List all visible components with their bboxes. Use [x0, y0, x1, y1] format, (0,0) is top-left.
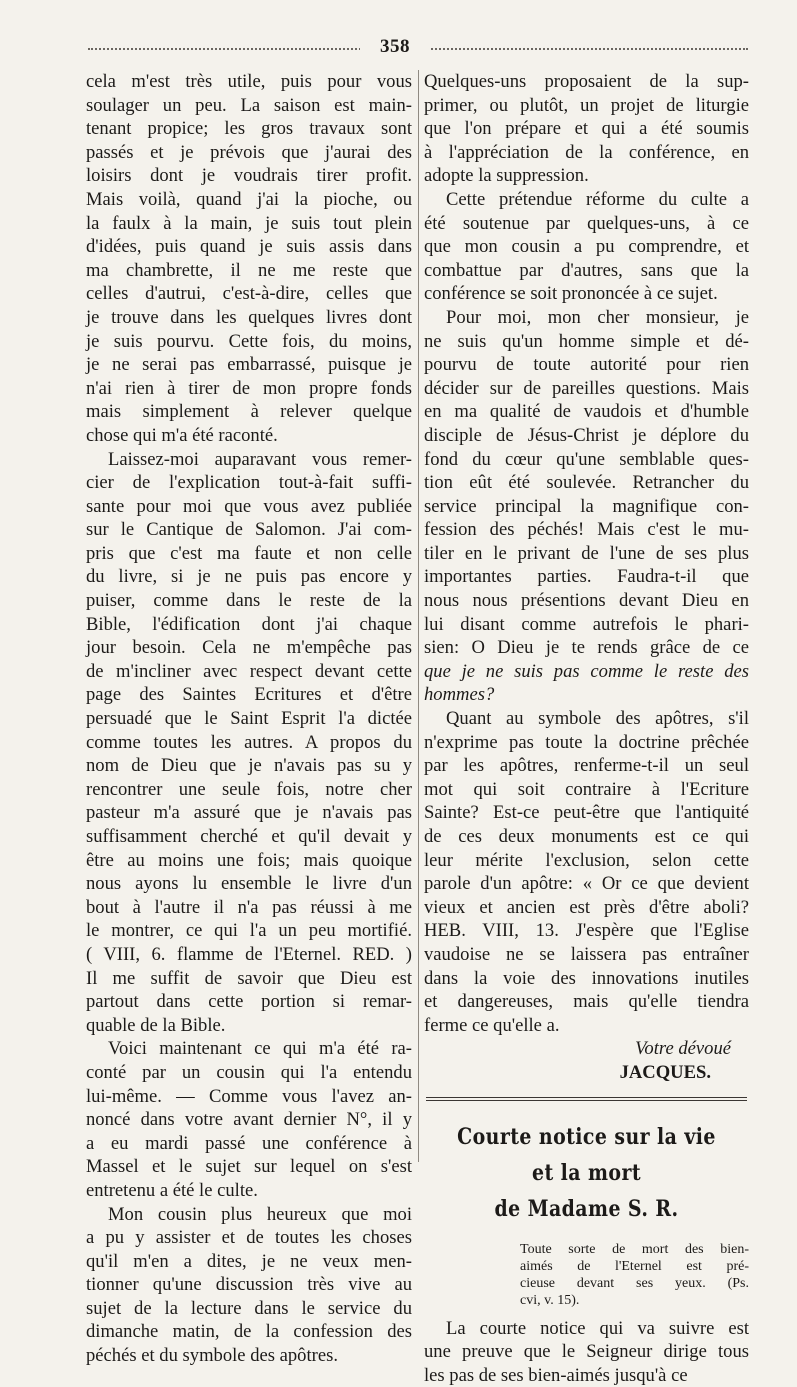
- text-line: le montrer, ce qui l'a un peu mortifié.: [86, 920, 412, 942]
- text-line: que l'on prépare et qui a été soumis: [424, 118, 749, 140]
- text-line: page des Saintes Ecritures et d'être: [86, 684, 412, 706]
- text-line: sante pour moi que vous avez publiée: [86, 495, 412, 517]
- text-line: mais simplement à relever quelque: [86, 401, 412, 423]
- text-line: leur mérite l'exclusion, selon cette: [424, 849, 749, 871]
- text-line: n'exprime pas toute la doctrine prêchée: [424, 731, 749, 753]
- text-line: nom de Dieu que je n'avais pas su y: [86, 755, 412, 777]
- section-separator: [426, 1097, 747, 1101]
- text-line: une preuve que le Seigneur dirige tous: [424, 1341, 749, 1363]
- text-line: rencontrer une seule fois, notre cher: [86, 778, 412, 800]
- text-line: quable de la Bible.: [86, 1014, 226, 1036]
- text-line: ( VIII, 6. flamme de l'Eternel. RED. ): [86, 943, 412, 965]
- left-column: [86, 70, 412, 1368]
- text-line: vieux et ancien est près d'être aboli?: [424, 896, 749, 918]
- text-line: La courte notice qui va suivre est: [446, 1317, 749, 1339]
- text-line: je trouve dans les quelques livres dont: [86, 306, 412, 328]
- right-column: [424, 70, 749, 1387]
- text-line: tiler en le privant de l'une de ses plus: [424, 542, 749, 564]
- article-title-line2: de Madame S. R.: [494, 1195, 679, 1222]
- text-line: bout à l'autre il n'a pas réussi à me: [86, 896, 412, 918]
- text-line: entretenu a été le culte.: [86, 1179, 258, 1201]
- text-line: du livre, si je ne puis pas encore y: [86, 566, 412, 588]
- text-line: jour besoin. Cela ne m'empêche pas: [86, 637, 412, 659]
- text-line: Quelques-uns proposaient de la sup-: [424, 71, 749, 92]
- text-line: partout dans cette portion si remar-: [86, 991, 412, 1013]
- text-line: fession des péchés! Mais c'est le mu-: [424, 519, 749, 541]
- text-line: été soutenue par quelques-uns, à ce: [424, 212, 749, 234]
- text-line: tionner qu'une discussion très vive au: [86, 1274, 412, 1296]
- text-line: hommes?: [424, 684, 495, 706]
- article-body: [424, 1317, 749, 1387]
- text-line: noncé dans votre avant dernier N°, il y: [86, 1109, 412, 1131]
- text-line: Voici maintenant ce qui m'a été ra-: [108, 1038, 412, 1060]
- text-line: la faulx à la main, je suis tout plein: [86, 212, 412, 234]
- text-line: ma chambrette, il ne me reste que: [86, 259, 412, 281]
- text-line: Toute sorte de mort des bien-: [520, 1241, 749, 1257]
- text-line: chose qui m'a été raconté.: [86, 424, 278, 446]
- text-line: nous ayons lu ensemble le livre d'un: [86, 873, 412, 895]
- text-line: passés et je prévois que j'aurai des: [86, 141, 412, 163]
- text-line: cieuse devant ses yeux. (Ps.: [520, 1275, 749, 1291]
- text-line: Il me suffit de savoir que Dieu est: [86, 967, 412, 989]
- text-line: combattue par d'autres, sans que la: [424, 259, 749, 281]
- text-line: cela m'est très utile, puis pour vous: [86, 71, 412, 92]
- text-line: Cette prétendue réforme du culte a: [446, 188, 749, 210]
- text-line: primer, ou plutôt, un projet de liturgie: [424, 94, 749, 116]
- text-line: péchés et du symbole des apôtres.: [86, 1345, 338, 1367]
- text-line: sien: O Dieu je te rends grâce de ce: [424, 637, 749, 659]
- text-line: Mon cousin plus heureux que moi: [108, 1203, 412, 1225]
- text-line: dimanche matin, de la confession des: [86, 1321, 412, 1343]
- text-line: et dangereuses, mais qu'elle tiendra: [424, 991, 749, 1013]
- text-line: cier de l'explication tout-à-fait suffi-: [86, 472, 412, 494]
- text-line: Pour moi, mon cher monsieur, je: [446, 306, 749, 328]
- text-line: importantes parties. Faudra-t-il que: [424, 566, 749, 588]
- text-line: dans la voie des innovations inutiles: [424, 967, 749, 989]
- text-line: sur le Cantique de Salomon. J'ai com-: [86, 519, 412, 541]
- text-line: lui-même. — Comme vous l'avez an-: [86, 1085, 412, 1107]
- text-line: puiser, comme dans le reste de la: [86, 590, 412, 612]
- text-line: que je ne suis pas comme le reste des: [424, 660, 749, 682]
- text-line: service principal la magnifique con-: [424, 495, 749, 517]
- text-line: pasteur m'a assuré que je n'avais pas: [86, 802, 412, 824]
- text-line: aimés de l'Eternel est pré-: [520, 1258, 749, 1274]
- text-line: pourvu de toute autorité pour rien: [424, 354, 749, 376]
- text-line: qu'il m'en a dites, je ne veux men-: [86, 1250, 412, 1272]
- text-line: les pas de ses bien-aimés jusqu'à ce: [424, 1364, 688, 1386]
- text-line: HEB. VIII, 13. J'espère que l'Eglise: [424, 920, 749, 942]
- right-column-body: [424, 70, 749, 1037]
- text-line: Bible, l'édification dont j'ai chaque: [86, 613, 412, 635]
- text-line: adopte la suppression.: [424, 165, 589, 187]
- text-line: disciple de Jésus-Christ je déplore du: [424, 424, 749, 446]
- text-line: persuadé que le Saint Esprit l'a dictée: [86, 708, 412, 730]
- text-line: mot qui soit contraire à l'Ecriture: [424, 778, 749, 800]
- text-line: en ma qualité de vaudois et d'humble: [424, 401, 749, 423]
- text-line: à l'appréciation de la conférence, en: [424, 141, 749, 163]
- text-line: suffisamment cherché et qu'il devait y: [86, 826, 412, 847]
- text-line: cvi, v. 15).: [520, 1292, 580, 1308]
- text-line: parole d'un apôtre: « Or ce que devient: [424, 873, 749, 895]
- text-line: tenant propice; les gros travaux sont: [86, 118, 412, 140]
- text-line: de ces deux monuments est ce qui: [424, 826, 749, 847]
- text-line: être au moins une fois; mais quoique: [86, 849, 412, 871]
- text-line: comme toutes les autres. A propos du: [86, 731, 412, 753]
- text-line: loisirs dont je voudrais tirer profit.: [86, 165, 412, 187]
- page-number: 358: [360, 36, 430, 58]
- text-line: a eu mardi passé une conférence à: [86, 1132, 412, 1154]
- text-line: fond du cœur qu'une semblable ques-: [424, 448, 749, 470]
- text-line: sujet de la lecture dans le service du: [86, 1297, 412, 1319]
- signature-closing: Votre dévoué: [635, 1038, 731, 1060]
- text-line: vaudoise ne se laissera pas entraîner: [424, 943, 749, 965]
- text-line: Mais voilà, quand j'ai la pioche, ou: [86, 188, 412, 210]
- text-line: a pu y assister et de toutes les choses: [86, 1227, 412, 1249]
- text-line: de m'incliner avec respect devant cette: [86, 660, 412, 682]
- column-divider: [418, 70, 419, 1162]
- text-line: lui disant comme autrefois le phari-: [424, 613, 749, 635]
- text-line: pris que c'est ma faute et non celle: [86, 542, 412, 564]
- signature-name: JACQUES.: [619, 1061, 711, 1083]
- text-line: Sainte? Est-ce peut-être que l'antiquité: [424, 802, 749, 824]
- text-line: conté par un cousin qui l'a entendu: [86, 1061, 412, 1083]
- article-epigraph: [520, 1241, 749, 1309]
- text-line: décider sur de pareilles questions. Mais: [424, 377, 749, 399]
- text-line: d'idées, puis quand je suis assis dans: [86, 236, 412, 258]
- text-line: nous nous présentions devant Dieu en: [424, 590, 749, 612]
- text-line: je ne serai pas embarrassé, puisque je: [86, 354, 412, 376]
- text-line: Laissez-moi auparavant vous remer-: [108, 448, 412, 470]
- text-line: tion eût été soulevée. Retrancher du: [424, 472, 749, 494]
- text-line: soulager un peu. La saison est main-: [86, 94, 412, 116]
- article-title-line1: Courte notice sur la vie et la mort: [457, 1123, 716, 1186]
- text-line: Massel et le sujet sur lequel on s'est: [86, 1156, 412, 1178]
- text-line: celles d'autrui, c'est-à-dire, celles que: [86, 283, 412, 305]
- text-line: par les apôtres, renferme-t-il un seul: [424, 755, 749, 777]
- text-line: je suis pourvu. Cette fois, du moins,: [86, 330, 412, 352]
- text-line: Quant au symbole des apôtres, s'il: [446, 708, 749, 730]
- text-line: que mon cousin a pu comprendre, et: [424, 236, 749, 258]
- text-line: ne suis qu'un homme simple et dé-: [424, 330, 749, 352]
- text-line: n'ai rien à tirer de mon propre fonds: [86, 377, 412, 399]
- text-line: ferme ce qu'elle a.: [424, 1014, 560, 1036]
- text-line: conférence se soit prononcée à ce sujet.: [424, 283, 718, 305]
